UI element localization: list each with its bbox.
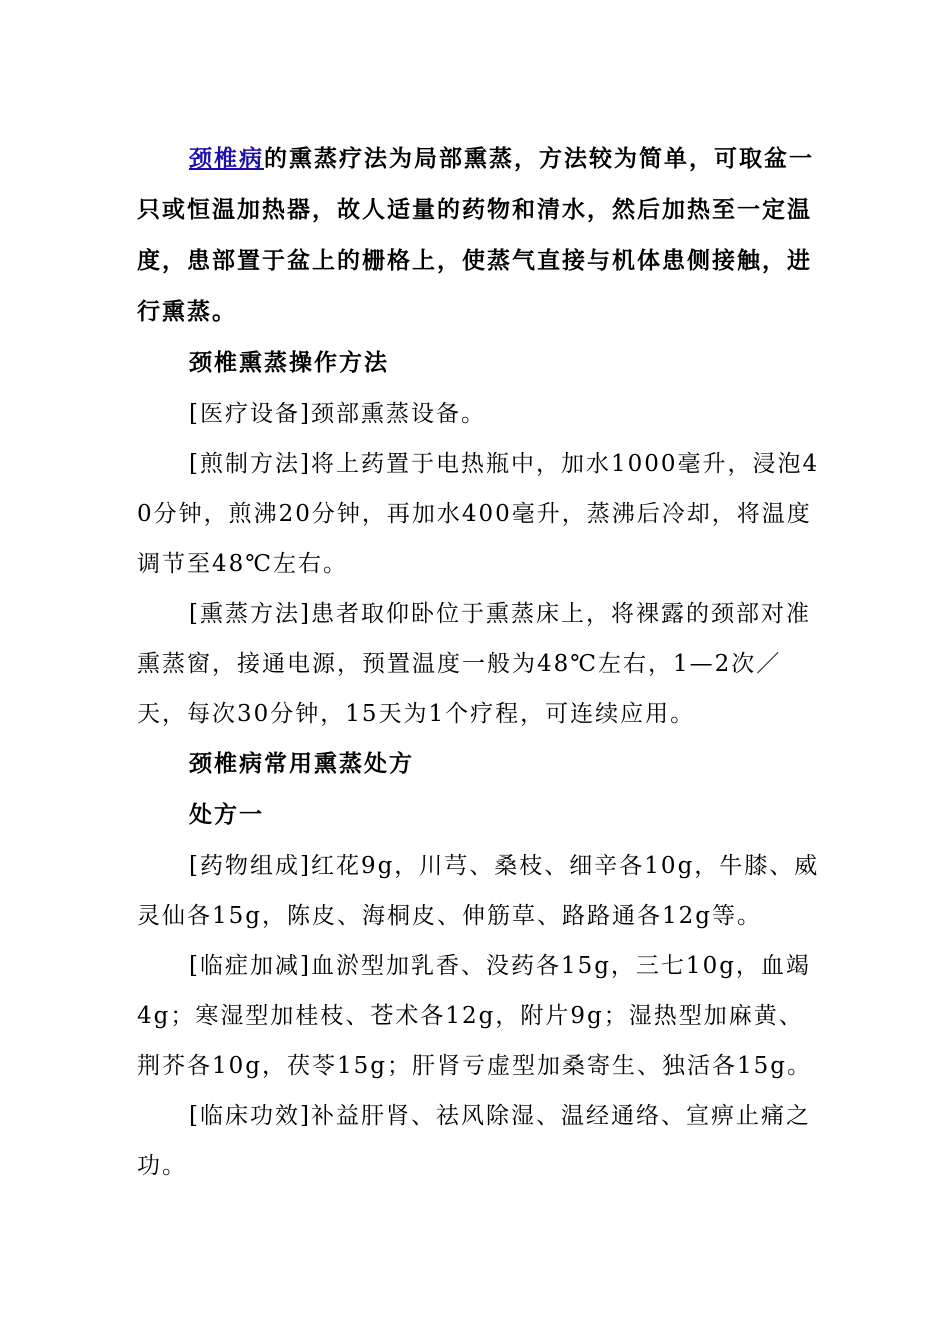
efficacy-paragraph: [临床功效]补益肝肾、祛风除湿、温经通络、宣痹止痛之功。 bbox=[137, 1103, 811, 1179]
cervical-spondylosis-link[interactable]: 颈椎病 bbox=[189, 146, 264, 172]
intro-paragraph bbox=[137, 134, 827, 338]
section-heading-operation: 颈椎熏蒸操作方法 bbox=[189, 350, 389, 376]
equipment-paragraph: [医疗设备]颈部熏蒸设备。 bbox=[189, 401, 486, 427]
intro-text: 的熏蒸疗法为局部熏蒸，方法较为简单，可取盆一只或恒温加热器，故人适量的药物和清水，然后加热至一定温度，患部置于盆上的栅格上，使蒸气直接与机体患侧接触，进行熏蒸。 bbox=[137, 146, 814, 325]
prescription-one-heading: 处方一 bbox=[189, 802, 264, 828]
fumigation-method-paragraph: [熏蒸方法]患者取仰卧位于熏蒸床上，将裸露的颈部对准熏蒸窗，接通电源，预置温度一般为48℃左右，1—2次／天，每次30分钟，15天为1个疗程，可连续应用。 bbox=[137, 601, 811, 727]
document-body bbox=[137, 134, 827, 1191]
decoction-paragraph: [煎制方法]将上药置于电热瓶中，加水1000毫升，浸泡40分钟，煎沸20分钟，再加水400毫升，蒸沸后冷却，将温度调节至48℃左右。 bbox=[137, 451, 820, 577]
section-heading-prescriptions: 颈椎病常用熏蒸处方 bbox=[189, 751, 414, 777]
modification-paragraph: [临症加减]血淤型加乳香、没药各15g，三七10g，血竭4g；寒湿型加桂枝、苍术各12g，附片9g；湿热型加麻黄、荆芥各10g，茯苓15g；肝肾亏虚型加桑寄生、独活各15g。 bbox=[137, 953, 812, 1079]
composition-paragraph: [药物组成]红花9g，川芎、桑枝、细辛各10g，牛膝、威灵仙各15g，陈皮、海桐皮、伸筋草、路路通各12g等。 bbox=[137, 853, 820, 929]
